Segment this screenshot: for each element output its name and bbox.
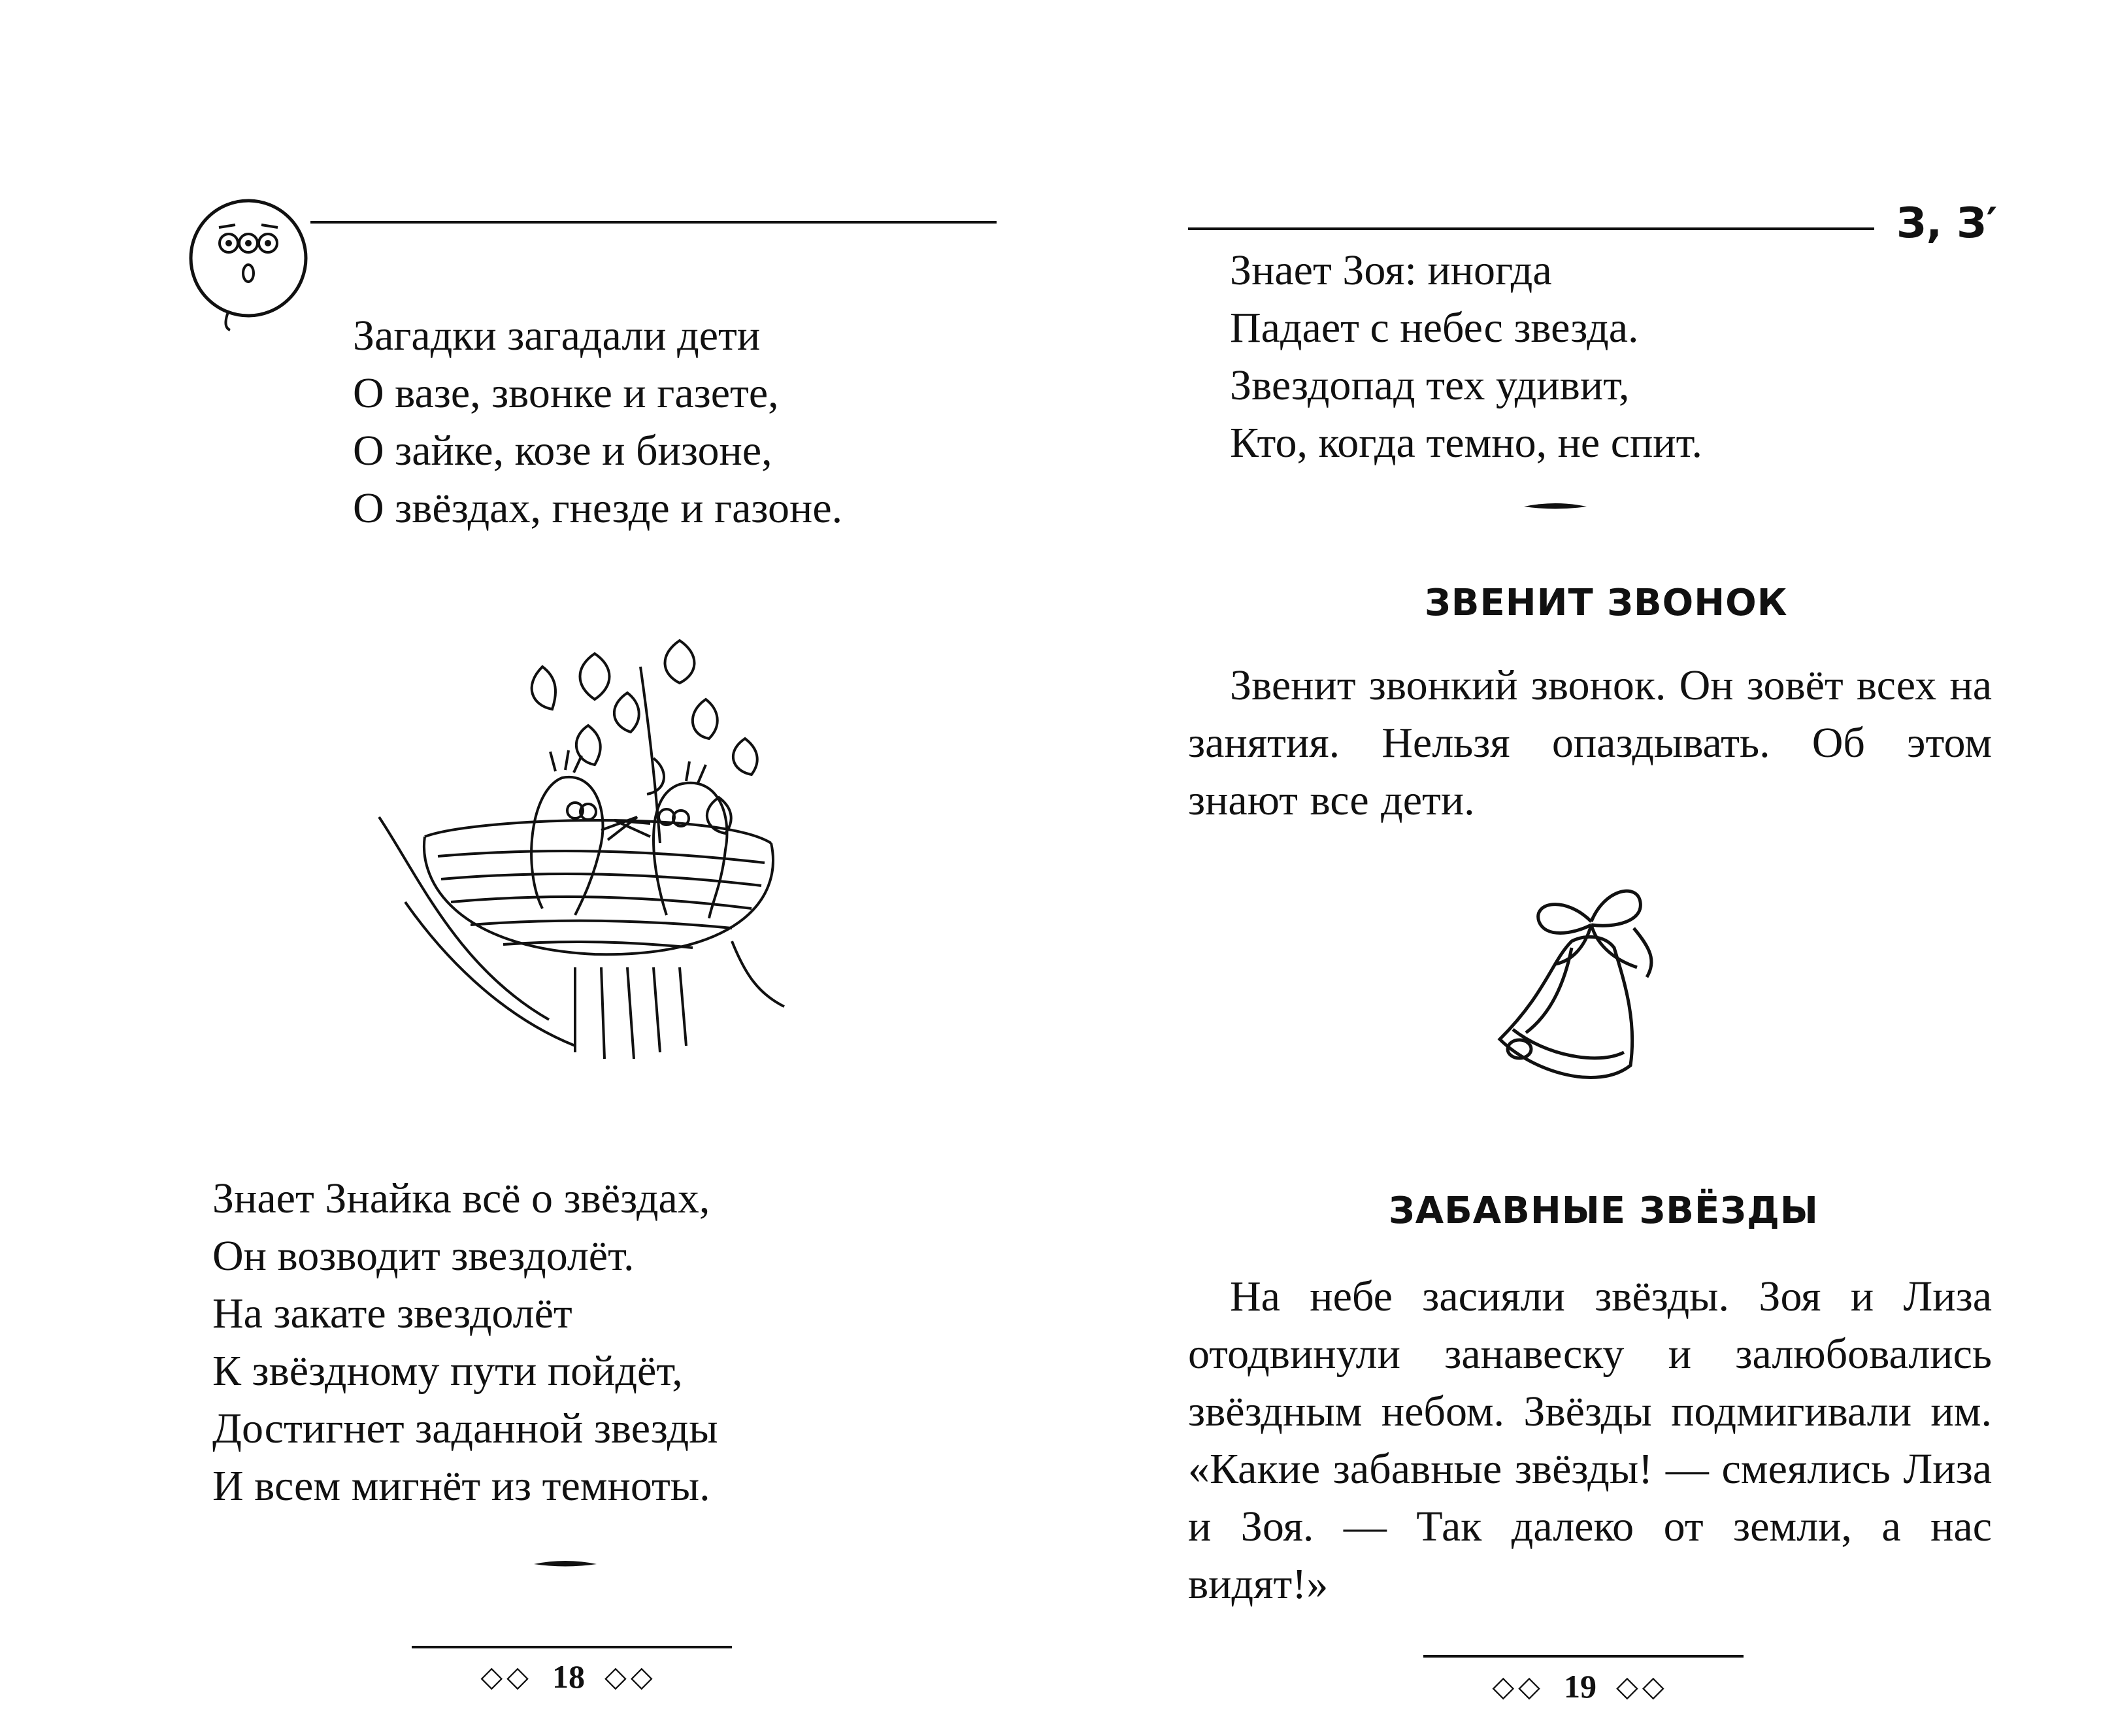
divider-swash-icon bbox=[533, 1554, 598, 1574]
page-number: 19 bbox=[1564, 1668, 1596, 1705]
ornament-icon: ◇◇ bbox=[1492, 1669, 1544, 1703]
face-balloon-icon bbox=[183, 196, 314, 333]
verse-line: Знает Знайка всё о звёздах, bbox=[212, 1175, 710, 1222]
nest-chicks-illustration bbox=[379, 627, 810, 1085]
page-number: 18 bbox=[552, 1658, 585, 1695]
verse-line: Он возводит звездолёт. bbox=[212, 1232, 635, 1280]
right-verse-1 bbox=[1230, 242, 1702, 472]
ornament-icon: ◇◇ bbox=[480, 1660, 533, 1694]
verse-line: Кто, когда темно, не спит. bbox=[1230, 419, 1703, 467]
page-footer bbox=[1423, 1663, 1737, 1709]
verse-line: И всем мигнёт из темноты. bbox=[212, 1462, 710, 1510]
footer-rule bbox=[1423, 1655, 1744, 1658]
verse-line: О зайке, козе и бизоне, bbox=[353, 427, 772, 475]
bell-illustration bbox=[1474, 869, 1709, 1105]
section-heading: ЗВЕНИТ ЗВОНОК bbox=[1425, 582, 1788, 624]
verse-line: Достигнет заданной звезды bbox=[212, 1405, 718, 1452]
left-page bbox=[0, 0, 1046, 1736]
verse-line: Загадки загадали дети bbox=[353, 312, 761, 359]
verse-line: К звёздному пути пойдёт, bbox=[212, 1347, 683, 1395]
left-verse-2 bbox=[212, 1170, 718, 1515]
footer-rule bbox=[412, 1646, 732, 1648]
header-rule bbox=[310, 221, 997, 224]
section-letters: З, З′ bbox=[1896, 199, 1998, 248]
section-heading: ЗАБАВНЫЕ ЗВЁЗДЫ bbox=[1389, 1190, 1819, 1232]
divider-swash-icon bbox=[1523, 497, 1588, 516]
verse-line: Знает Зоя: иногда bbox=[1230, 246, 1552, 294]
verse-line: О звёздах, гнезде и газоне. bbox=[353, 484, 843, 532]
ornament-icon: ◇◇ bbox=[1616, 1669, 1668, 1703]
verse-line: Звездопад тех удивит, bbox=[1230, 361, 1630, 409]
header-rule bbox=[1188, 227, 1874, 230]
page-footer bbox=[412, 1654, 725, 1699]
ornament-icon: ◇◇ bbox=[604, 1660, 657, 1694]
paragraph: На небе засияли звёзды. Зоя и Лиза отодвинули занавеску и залюбовались звёздным небом. Звёзды подмигивали им. «Какие забавные звёзды! — смеялись Лиза и Зоя. — Так далеко от земли, а нас видят!» bbox=[1188, 1273, 1992, 1608]
paragraph: Звенит звонкий звонок. Он зовёт всех на занятия. Нельзя опаздывать. Об этом знают все дети. bbox=[1188, 661, 1992, 824]
verse-line: О вазе, звонке и газете, bbox=[353, 369, 779, 417]
verse-line: На закате звездолёт bbox=[212, 1290, 572, 1337]
verse-line: Падает с небес звезда. bbox=[1230, 304, 1639, 352]
right-page bbox=[1046, 0, 2101, 1736]
left-verse-1 bbox=[353, 307, 842, 537]
